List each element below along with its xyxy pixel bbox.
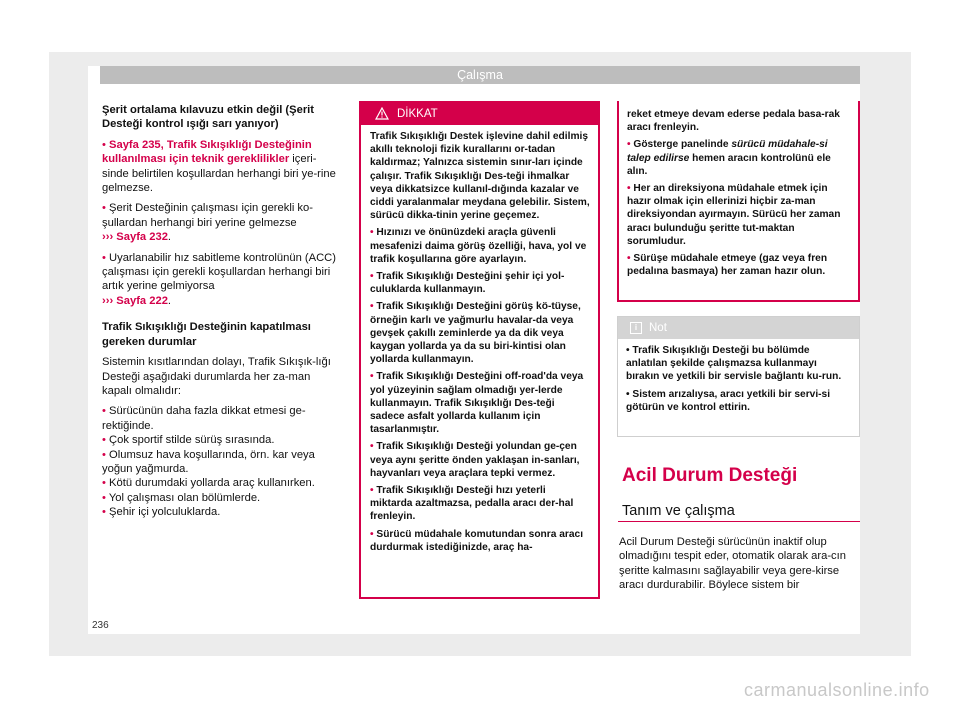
bullet-icon: • — [102, 138, 110, 151]
page-link[interactable]: ››› Sayfa 222 — [102, 294, 168, 307]
warning-box-continued — [617, 101, 860, 302]
section-text: Acil Durum Desteği sürücünün inaktif olup olmadığını tespit eder, otomatik olarak ara-cın şeritte kalmasını sağlayabilir veya gere-kirse aracı durdurabilir. Böylece sistem bir — [619, 536, 846, 592]
warning-item: • Trafik Sıkışıklığı Desteğini şehir içi yol-culuklarda kullanmayın. — [370, 271, 565, 296]
list-item-text: Olumsuz hava koşullarında, örn. kar veya yoğun yağmurda. — [102, 448, 315, 475]
heading-lane-guide-inactive: Şerit ortalama kılavuzu etkin değil (Şerit Desteği kontrol ışığı sarı yanıyor) — [102, 104, 315, 131]
page-number: 236 — [92, 620, 109, 631]
list-item — [102, 404, 342, 433]
bullet-icon: • — [102, 202, 110, 215]
warning-item: • Her an direksiyona müdahale etmek için hazır olmak için ellerinizi hiçbir za-man direksiyondan ayırmayın. Sürücü her zaman aracı bulunduğu şeritte tut-maktan sorumludur. — [627, 183, 841, 247]
bullet-icon: • — [102, 506, 110, 519]
list-item — [102, 505, 342, 519]
note-box — [617, 316, 860, 437]
warning-item-text: Sürüşe müdahale etmeye (gaz veya fren pedalına basmaya) her zaman hazır olun. — [627, 253, 828, 278]
warning-title: DİKKAT — [397, 108, 438, 120]
list-item — [102, 491, 342, 505]
page-link[interactable]: ››› Sayfa 232 — [102, 231, 168, 244]
bullet-icon: • — [102, 477, 110, 490]
column-left — [102, 103, 342, 520]
list-item-text: Yol çalışması olan bölümlerde. — [108, 491, 261, 504]
warning-item-emphasis: sürücü müdahale-si talep edilirse — [627, 139, 828, 164]
warning-item: • Gösterge panelinde sürücü müdahale-si talep edilirse hemen aracın kontrolünü ele alın. — [627, 139, 831, 177]
list-item-text: Kötü durumdaki yollarda araç kullanırken. — [109, 477, 315, 490]
subsection-divider — [618, 521, 860, 522]
bullet-icon: • — [102, 448, 110, 461]
list-item — [102, 433, 342, 447]
list-item — [102, 476, 342, 490]
warning-item-text: Trafik Sıkışıklığı Desteğini görüş kö-tüyse, örneğin karlı ve yağmurlu havalar-da veya gevşek çakıllı zeminlerde ya da dik veya kaygan yollarda ya da su biri-kintisi olan yollarda kullanmayın. — [370, 301, 581, 366]
page-link[interactable]: Sayfa 235, Trafik Sıkışıklığı Desteğinin kullanılması için teknik gereklilikler — [102, 138, 312, 166]
warning-item-text: Hızınızı ve önünüzdeki araçla güvenli mesafenizi daima görüş özelliği, hava, yol ve trafik koşullarına göre ayarlayın. — [370, 227, 587, 265]
warning-triangle-icon — [375, 107, 389, 120]
chapter-header: Çalışma — [100, 66, 860, 84]
bullet-icon: • — [102, 434, 110, 447]
situation-list — [102, 404, 342, 519]
warning-item: • Trafik Sıkışıklığı Desteğini off-road'da veya yol yüzeyinin sağlam olmadığı yer-lerde kullanmayın. Trafik Sıkışıklığı Des-teği sadece asfalt yollarda kullanım için tasarlanmıştır. — [370, 371, 584, 436]
warning-item: • Hızınızı ve önünüzdeki araçla güvenli mesafenizi daima görüş özelliği, hava, yol ve trafik koşullarına göre ayarlayın. — [370, 227, 587, 265]
note-header — [618, 317, 859, 339]
bullet-icon: • — [102, 405, 110, 418]
info-icon: i — [630, 322, 642, 334]
warning-item-text: Trafik Sıkışıklığı Desteğini şehir içi yol-culuklarda kullanmayın. — [370, 271, 565, 296]
warning-continuation: reket etmeye devam ederse pedala basa-rak aracı frenleyin. — [627, 109, 840, 134]
warning-item: • Trafik Sıkışıklığı Desteği hızı yeterli miktarda azaltmazsa, pedalla aracı der-hal frenleyin. — [370, 485, 574, 523]
note-title: Not — [649, 322, 667, 334]
list-item-text: içeri-sinde belirtilen koşullardan herhangi biri ye-rine gelmezse. — [102, 153, 336, 195]
watermark: carmanualsonline.info — [744, 680, 930, 700]
subsection-title: Tanım ve çalışma — [622, 503, 735, 519]
warning-intro: Trafik Sıkışıklığı Destek işlevine dahil edilmiş akıllı teknoloji fizik kurallarını or-tadan kaldırmaz; Yalnızca sistemin sınır-ları içinde çalışır. Trafik Sıkışıklığı Des-teği ihmalkar veya dikkatsizce kullanıl-dığında kazalar ve ciddi yaralanmalar meydana gelebilir. Sistem, sürücü dikka-tinin yerine geçemez. — [370, 131, 590, 222]
list-item-text: Çok sportif stilde sürüş sırasında. — [109, 434, 275, 447]
bullet-icon: • — [102, 251, 110, 264]
note-item: • Trafik Sıkışıklığı Desteği bu bölümde anlatılan şekilde çalışmazsa kullanmayı bırakın ve yetkili bir servisle bağlantı ku-run. — [626, 345, 842, 383]
note-item-text: Trafik Sıkışıklığı Desteği bu bölümde anlatılan şekilde çalışmazsa kullanmayı bırakın ve yetkili bir servisle bağlantı ku-run. — [626, 345, 842, 383]
warning-header — [361, 103, 598, 125]
warning-item: • Trafik Sıkışıklığı Desteği yolundan ge-çen veya aynı şeritte önden yaklaşan in-sanları, hayvanları veya araçlara tepki vermez. — [370, 441, 580, 479]
note-body — [618, 339, 859, 414]
warning-body — [361, 125, 598, 554]
list-item: • Uyarlanabilir hız sabitleme kontrolünün (ACC) çalışması için gerekli koşullardan herhangi biri artık yerine gelmiyorsa ››› Sayfa 222. — [102, 251, 336, 307]
warning-item-text: Trafik Sıkışıklığı Desteğini off-road'da veya yol yüzeyinin sağlam olmadığı yer-lerde kullanmayın. Trafik Sıkışıklığı Des-teği sadece asfalt yollarda kullanım için tasarlanmıştır. — [370, 371, 584, 436]
warning-item: • Sürücü müdahale komutundan sonra aracı durdurmak istediğinizde, araç ha- — [370, 528, 584, 553]
section-title: Acil Durum Desteği — [622, 465, 798, 486]
list-item: • Şerit Desteğinin çalışması için gerekli ko-şullardan herhangi biri yerine gelmezse ››› Sayfa 232. — [102, 202, 313, 244]
warning-item-text: Trafik Sıkışıklığı Desteği hızı yeterli miktarda azaltmazsa, pedalla aracı der-hal frenleyin. — [370, 485, 574, 523]
list-item — [102, 138, 342, 196]
warning-item-text: hemen aracın kontrolünü ele alın. — [627, 152, 831, 177]
list-item-text: Uyarlanabilir hız sabitleme kontrolünün (ACC) çalışması için gerekli koşullardan herhangi biri artık yerine gelmiyorsa — [102, 251, 336, 293]
list-item-text: Sürücünün daha fazla dikkat etmesi ge-rektiğinde. — [102, 405, 306, 432]
heading-deactivation-cases: Trafik Sıkışıklığı Desteğinin kapatılması gereken durumlar — [102, 321, 311, 348]
warning-item-text: Gösterge panelinde — [633, 139, 732, 151]
warning-item-text: Her an direksiyona müdahale etmek için hazır olmak için ellerinizi hiçbir za-man direksiyondan ayırmayın. Sürücü her zaman aracı bulunduğu şeritte tut-maktan sorumludur. — [627, 183, 841, 247]
list-item-text: Şehir içi yolculuklarda. — [109, 506, 221, 519]
warning-box — [359, 101, 600, 599]
list-item — [102, 448, 342, 477]
note-item: • Sistem arızalıysa, aracı yetkili bir servi-si götürün ve kontrol ettirin. — [626, 388, 831, 413]
warning-item: • Sürüşe müdahale etmeye (gaz veya fren pedalına basmaya) her zaman hazır olun. — [627, 253, 828, 278]
warning-item-text: Trafik Sıkışıklığı Desteği yolundan ge-çen veya aynı şeritte önden yaklaşan in-sanları, hayvanları veya araçlara tepki vermez. — [370, 441, 580, 479]
intro-text: Sistemin kısıtlarından dolayı, Trafik Sıkışık-lığı Desteği aşağıdaki durumlarda her za-man kapalı olmalıdır: — [102, 356, 331, 397]
bullet-icon: • — [102, 491, 109, 504]
warning-item: • Trafik Sıkışıklığı Desteğini görüş kö-tüyse, örneğin karlı ve yağmurlu havalar-da veya gevşek çakıllı zeminlerde ya da dik veya kaygan yollarda ya da su biri-kintisi olan yollarda kullanmayın. — [370, 301, 581, 366]
warning-item-text: Sürücü müdahale komutundan sonra aracı durdurmak istediğinizde, araç ha- — [370, 528, 584, 553]
list-item-text: Şerit Desteğinin çalışması için gerekli ko-şullardan herhangi biri yerine gelmezse — [102, 202, 313, 229]
note-item-text: Sistem arızalıysa, aracı yetkili bir servi-si götürün ve kontrol ettirin. — [626, 388, 831, 413]
